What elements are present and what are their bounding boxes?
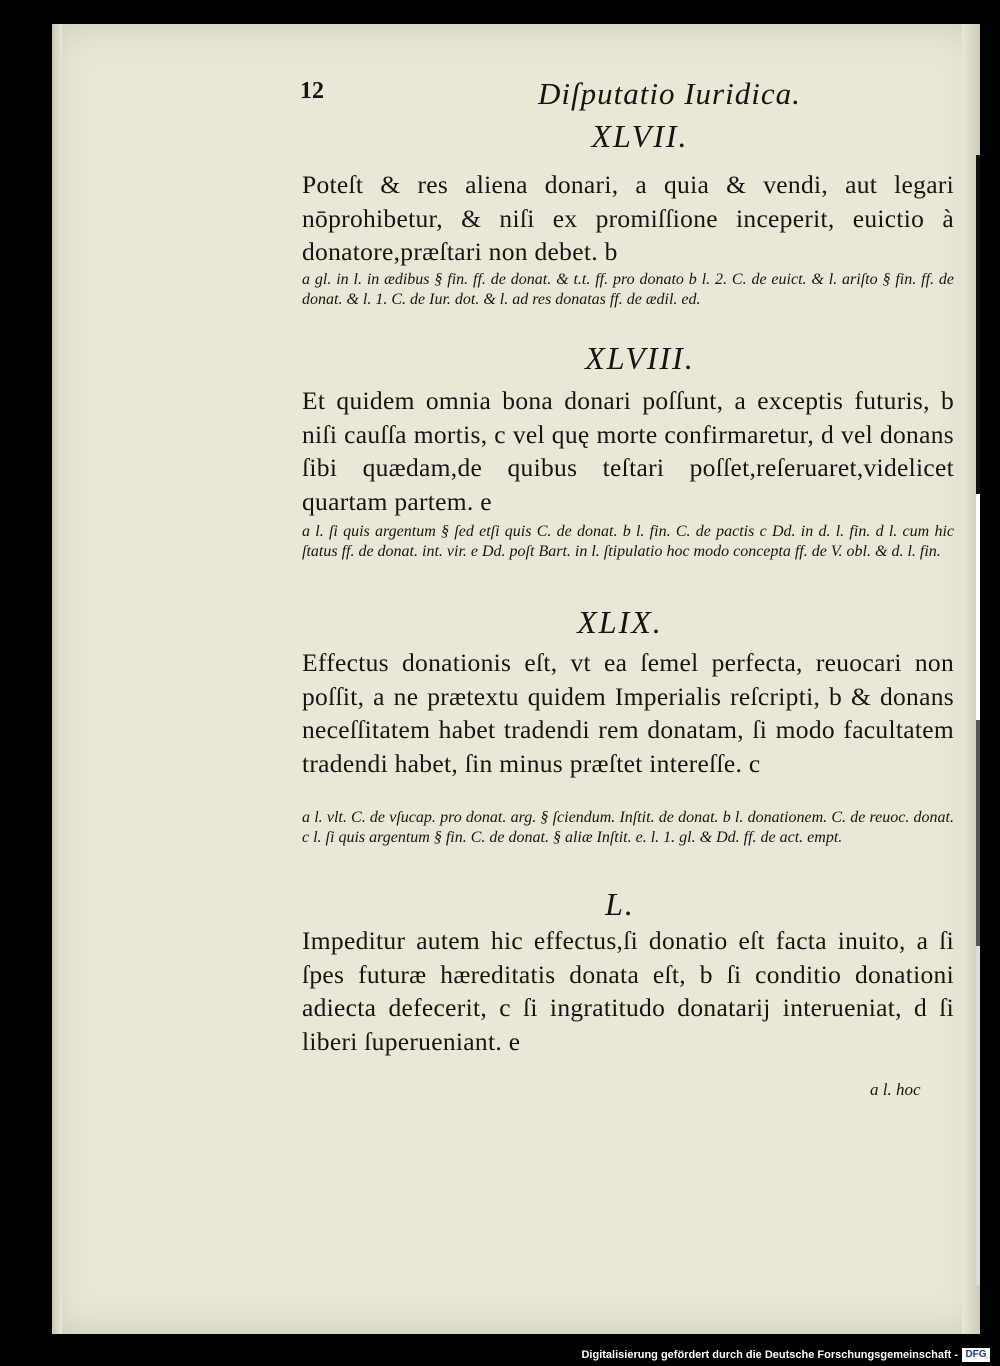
footer-credit: Digitalisierung gefördert durch die Deutsche Forschungsgemeinschaft - [581, 1349, 958, 1361]
dfg-logo: DFG [962, 1348, 990, 1362]
section-body-xlix: Effectus donationis eſt, vt ea ſemel perfecta, reuocari non poſſit, a ne prætextu quidem Imperialis reſcripti, b & donans neceſſitatem habet tradendi rem donatam, ſi modo facultatem tradendi habet, ſin minus præſtet intereſſe. c [302, 648, 954, 778]
section-notes-xlviii: a l. ſi quis argentum § ſed etſi quis C. de donat. b l. fin. C. de pactis c Dd. in d. l. fin. d l. cum hic ſtatus ff. de donat. int. vir. e Dd. poſt Bart. in l. ſtipulatio hoc modo concepta ff. de V. obl. & d. l. fin. [302, 523, 954, 560]
running-head: Diſputatio Iuridica. [538, 76, 801, 111]
section-body-l: Impeditur autem hic effectus,ſi donatio eſt facta inuito, a ſi ſpes futuræ hæreditatis donata eſt, b ſi conditio donationi adiecta defecerit, c ſi ingratitudo donatarij interueniat, d ſi liberi ſuperueniant. e [302, 926, 954, 1056]
section-heading-xlvii: XLVII. [591, 118, 689, 154]
section-body-xlvii: Poteſt & res aliena donari, a quia & vendi, aut legari nōprohibetur, & niſi ex promiſſione inceperit, euictio à donatore,præſtari non debet. b [302, 170, 954, 266]
section-notes-xlvii: a gl. in l. in ædibus § fin. ff. de donat. & t.t. ff. pro donato b l. 2. C. de euict. & l. ariſto § fin. ff. de donat. & l. 1. C. de Iur. dot. & l. ad res donatas ff. de ædil. ed. [302, 271, 954, 308]
section-heading-xlviii: XLVIII. [585, 340, 695, 376]
catchword: a l. hoc [870, 1080, 921, 1099]
section-heading-l: L. [605, 886, 635, 922]
page-number: 12 [300, 78, 324, 104]
section-heading-xlix: XLIX. [577, 604, 663, 640]
color-calibration-strip [976, 155, 980, 1285]
page-edge-left [52, 24, 62, 1334]
section-notes-xlix: a l. vlt. C. de vſucap. pro donat. arg. § ſciendum. Inſtit. de donat. b l. donationem. C. de reuoc. donat. c l. ſi quis argentum § fin. C. de donat. § aliæ Inſtit. e. l. 1. gl. & Dd. ff. de act. empt. [302, 809, 954, 846]
section-body-xlviii: Et quidem omnia bona donari poſſunt, a exceptis futuris, b niſi cauſſa mortis, c vel quę morte confirmaretur, d vel donans ſibi quædam,de quibus teſtari poſſet,reſeruaret,videlicet quartam partem. e [302, 386, 954, 516]
